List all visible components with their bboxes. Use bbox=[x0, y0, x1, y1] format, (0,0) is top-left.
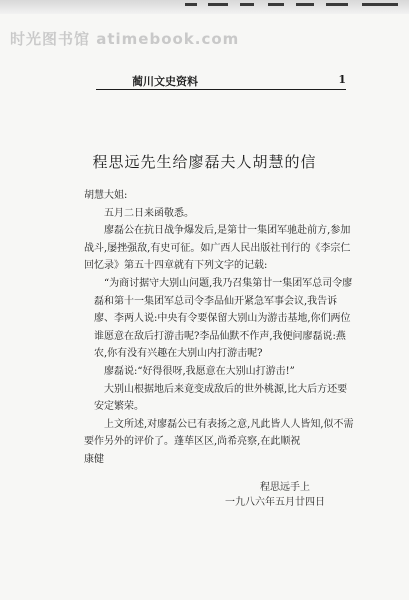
signature: 程思远手上 bbox=[260, 482, 310, 493]
closing: 康健 bbox=[84, 453, 104, 465]
quoted-paragraph: 大别山根据地后来竟变成敌后的世外桃源,比大后方还要安定繁荣。 bbox=[94, 383, 348, 413]
letter-date: 一九八六年五月廿四日 bbox=[225, 497, 325, 508]
paragraph: 廖磊公在抗日战争爆发后,是第廿一集团军驰赴前方,参加战斗,屡挫强敌,有史可征。如广西人民出版社刊行的《李宗仁回忆录》第五十四章就有下列文字的记载: bbox=[84, 225, 351, 272]
scan-mark bbox=[268, 3, 284, 6]
quoted-paragraph: 廖磊说:“好得很呀,我愿意在大别山打游击!” bbox=[104, 365, 295, 377]
paragraph: 上文所述,对廖磊公已有表扬之意,凡此皆人人皆知,似不需要作另外的评价了。蓬荜区区,尚希亮察,在此顺祝 bbox=[84, 418, 354, 448]
salutation: 胡慧大姐: bbox=[84, 190, 128, 201]
scan-mark bbox=[326, 3, 348, 6]
publication-title: 蔺川文史资料 bbox=[132, 75, 198, 88]
scan-mark bbox=[296, 3, 314, 6]
scan-mark bbox=[362, 3, 398, 6]
watermark: 时光图书馆 atimebook.com bbox=[10, 30, 240, 48]
header-rule bbox=[96, 89, 346, 90]
letter-title: 程思远先生给廖磊夫人胡慧的信 bbox=[92, 153, 317, 171]
scan-mark bbox=[240, 3, 254, 6]
quoted-paragraph: “为商讨据守大别山问题,我乃召集第廿一集团军总司令廖磊和第十一集团军总司令李品仙开紧急军事会议,我告诉廖、李两人说:中央有令要保留大别山为游击基地,你们两位谁愿意在敌后打游击呢?李品仙默不作声,我便问廖磊说:燕农,你有没有兴趣在大别山内打游击呢? bbox=[94, 277, 353, 360]
paragraph: 五月二日来函敬悉。 bbox=[104, 207, 194, 219]
scan-mark bbox=[208, 3, 228, 6]
letter-body bbox=[84, 187, 354, 469]
page-number: 1 bbox=[338, 73, 346, 86]
scan-edge-bar bbox=[0, 0, 409, 14]
scan-mark bbox=[185, 3, 197, 6]
